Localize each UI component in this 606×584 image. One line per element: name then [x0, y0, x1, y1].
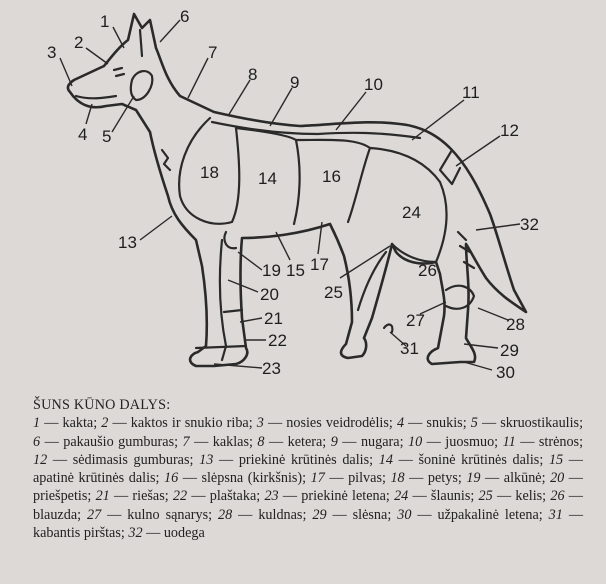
legend-text: — pilvas; — [324, 470, 391, 487]
label-24: 24 — [402, 203, 421, 222]
legend-text: — kakta; — [40, 415, 102, 432]
legend-text: — apatinė krūtinės dalis; — [33, 451, 583, 487]
eye-mark — [114, 68, 124, 76]
tail-fringe — [458, 232, 474, 268]
legend-item — [101, 415, 256, 431]
label-28: 28 — [506, 315, 525, 334]
legend-text: — slėpsna (kirkšnis); — [178, 470, 311, 487]
legend-text: — priekinė krūtinės dalis; — [213, 451, 379, 468]
mouth-line — [76, 96, 116, 98]
legend-item — [397, 415, 471, 431]
part-labels — [47, 7, 539, 382]
label-13: 13 — [118, 233, 137, 252]
legend-item — [466, 470, 550, 486]
legend-item — [311, 470, 391, 486]
label-26: 26 — [418, 261, 437, 280]
legend-text: — kabantis pirštas; — [33, 506, 584, 542]
label-11: 11 — [462, 83, 480, 102]
label-29: 29 — [500, 341, 519, 360]
legend-number: 14 — [378, 451, 393, 468]
legend-item — [379, 452, 549, 468]
legend-text: — uodega — [142, 525, 205, 542]
legend-item — [164, 470, 311, 486]
legend-number: 1 — [33, 415, 41, 432]
label-10: 10 — [364, 75, 383, 94]
legend-text: — priekinė letena; — [278, 488, 395, 505]
legend-number: 9 — [330, 433, 338, 450]
legend-text: — kelis; — [492, 488, 551, 505]
label-2: 2 — [74, 33, 84, 52]
legend-item — [479, 488, 551, 504]
label-6: 6 — [180, 7, 190, 26]
label-21: 21 — [264, 309, 283, 328]
legend-text: — šlaunis; — [408, 488, 479, 505]
legend-text: — slėsna; — [326, 506, 398, 523]
legend-text: — strėnos; — [515, 433, 584, 450]
legend-text: — snukis; — [404, 415, 471, 432]
legend-number: 16 — [164, 470, 179, 487]
dog-outline — [68, 14, 526, 366]
legend-number: 10 — [407, 433, 423, 450]
label-3: 3 — [47, 43, 57, 62]
legend-number: 17 — [310, 470, 325, 487]
legend-item — [394, 488, 478, 504]
legend-text: — blauzda; — [33, 488, 583, 523]
legend-text: — ketera; — [264, 433, 331, 450]
legend-item — [257, 434, 330, 450]
legend-item — [218, 507, 312, 523]
legend-item — [173, 488, 265, 504]
label-8: 8 — [248, 65, 258, 84]
legend-text: — kaklas; — [189, 433, 258, 450]
legend-item — [257, 415, 397, 431]
label-14: 14 — [258, 169, 277, 188]
legend-number: 7 — [182, 433, 190, 450]
label-23: 23 — [262, 359, 281, 378]
legend-text: — kuldnas; — [232, 506, 313, 523]
legend-text: — nosies veidrodėlis; — [263, 415, 397, 432]
label-12: 12 — [500, 121, 519, 140]
legend-number: 27 — [87, 506, 102, 523]
legend-item — [312, 507, 397, 523]
legend-number: 25 — [478, 488, 493, 505]
label-7: 7 — [208, 43, 218, 62]
legend-item — [331, 434, 408, 450]
legend-number: 12 — [33, 451, 48, 468]
legend-text: — priešpetis; — [33, 470, 583, 505]
label-16: 16 — [322, 167, 341, 186]
legend-item — [128, 525, 204, 541]
legend-text: — užpakalinė letena; — [411, 506, 549, 523]
legend-number: 24 — [394, 488, 409, 505]
label-18: 18 — [200, 163, 219, 182]
front-leg-inner — [220, 240, 226, 360]
legend-number: 32 — [128, 525, 143, 542]
hock-region — [446, 286, 474, 309]
legend-item — [199, 452, 379, 468]
label-27: 27 — [406, 311, 425, 330]
legend-number: 11 — [502, 433, 516, 450]
legend-item — [33, 415, 101, 431]
label-30: 30 — [496, 363, 515, 382]
label-19: 19 — [262, 261, 281, 280]
caption-title: ŠUNS KŪNO DALYS: — [33, 397, 171, 413]
legend-number: 31 — [548, 506, 563, 523]
label-15: 15 — [286, 261, 305, 280]
dewclaw — [384, 325, 392, 332]
chest-line — [162, 150, 170, 170]
legend-item — [471, 415, 583, 431]
legend-text: — alkūnė; — [480, 470, 551, 487]
legend-number: 30 — [397, 506, 412, 523]
legend-item — [503, 434, 583, 450]
legend-number: 19 — [466, 470, 481, 487]
label-17: 17 — [310, 255, 329, 274]
legend-number: 26 — [550, 488, 565, 505]
legend-item — [33, 434, 183, 450]
legend-item — [397, 507, 548, 523]
legend-item — [87, 507, 218, 523]
legend-number: 4 — [396, 415, 405, 432]
label-22: 22 — [268, 331, 287, 350]
legend-item — [408, 434, 503, 450]
label-25: 25 — [324, 283, 343, 302]
legend-text: — nugara; — [337, 433, 408, 450]
label-5: 5 — [102, 127, 112, 146]
legend-text: — skruostikaulis; — [477, 415, 584, 432]
caption-items — [33, 415, 583, 541]
legend-item — [183, 434, 258, 450]
legend-number: 20 — [550, 470, 565, 487]
label-1: 1 — [100, 12, 110, 31]
legend-item — [390, 470, 466, 486]
label-32: 32 — [520, 215, 539, 234]
label-31: 31 — [400, 339, 419, 358]
legend-item — [33, 452, 199, 468]
legend-text: — kaktos ir snukio riba; — [108, 415, 257, 432]
legend-text: — pakaušio gumburas; — [40, 433, 183, 450]
legend-text: — kulno sąnarys; — [101, 506, 219, 523]
legend-text: — plaštaka; — [187, 488, 265, 505]
legend-number: 2 — [101, 415, 109, 432]
legend-number: 22 — [172, 488, 188, 505]
legend-number: 18 — [390, 470, 405, 487]
label-20: 20 — [260, 285, 279, 304]
ear-line — [140, 30, 142, 56]
legend-number: 23 — [264, 488, 279, 505]
legend-text: — riešas; — [109, 488, 173, 505]
legend-number: 5 — [470, 415, 478, 432]
legend-text: — juosmuo; — [422, 433, 503, 450]
legend-number: 13 — [199, 451, 214, 468]
legend-number: 15 — [548, 451, 564, 468]
cheek-oval — [131, 71, 153, 100]
legend-text: — petys; — [404, 470, 467, 487]
legend-number: 3 — [256, 415, 264, 432]
legend-text: — šoninė krūtinės dalis; — [392, 451, 549, 468]
legend-number: 6 — [33, 433, 41, 450]
legend-number: 8 — [257, 433, 265, 450]
legend-item — [96, 488, 173, 504]
caption — [33, 396, 583, 542]
legend-number: 28 — [218, 506, 233, 523]
legend-number: 29 — [312, 506, 327, 523]
legend-number: 21 — [95, 488, 110, 505]
elbow — [224, 232, 236, 248]
label-9: 9 — [290, 73, 300, 92]
label-4: 4 — [78, 125, 88, 144]
legend-item — [264, 488, 394, 504]
legend-text: — sėdimasis gumburas; — [47, 451, 200, 468]
